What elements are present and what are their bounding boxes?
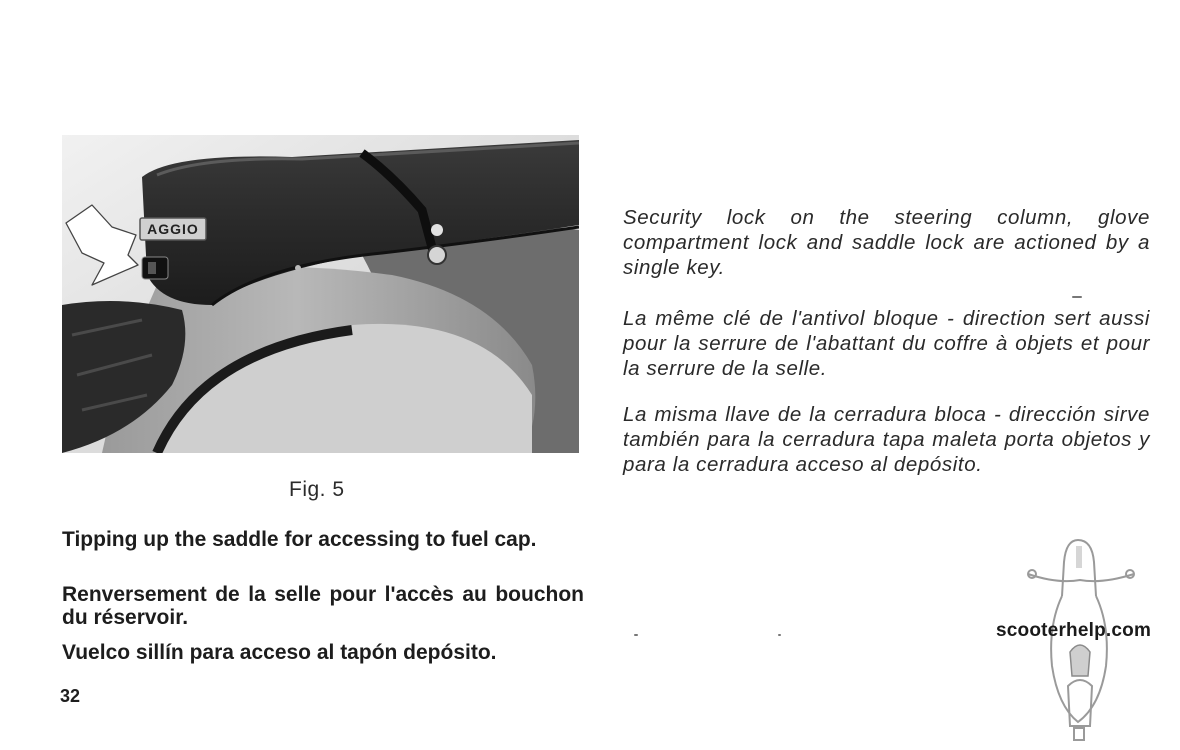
paragraph-en: Security lock on the steering column, glove compartment lock and saddle lock are actioned by a single key. (623, 206, 1150, 279)
piaggio-badge-text: AGGIO (147, 221, 199, 237)
figure-description-fr: Renversement de la selle pour l'accès au bouchon du réservoir. (62, 583, 584, 629)
paragraph-fr: La même clé de l'antivol bloque - direction sert aussi pour la serrure de l'abattant du coffre à objets et pour la serrure de la selle. (623, 307, 1150, 380)
page-number: 32 (60, 686, 81, 706)
paragraph-es: La misma llave de la cerradura bloca - dirección sirve también para la cerradura tapa maleta porta objetos y para la cerradura acceso al depósito. (623, 403, 1150, 476)
print-speck (1072, 296, 1082, 298)
figure-description-en: Tipping up the saddle for accessing to fuel cap. (62, 528, 537, 551)
scooterhelp-watermark (996, 536, 1176, 746)
figure-description-es: Vuelco sillín para acceso al tapón depósito. (62, 641, 497, 664)
watermark-text: scooterhelp.com (996, 620, 1152, 641)
figure-caption: Fig. 5 (289, 478, 345, 501)
print-speck (634, 634, 638, 636)
saddle-photo (62, 135, 579, 453)
print-speck (778, 634, 781, 636)
